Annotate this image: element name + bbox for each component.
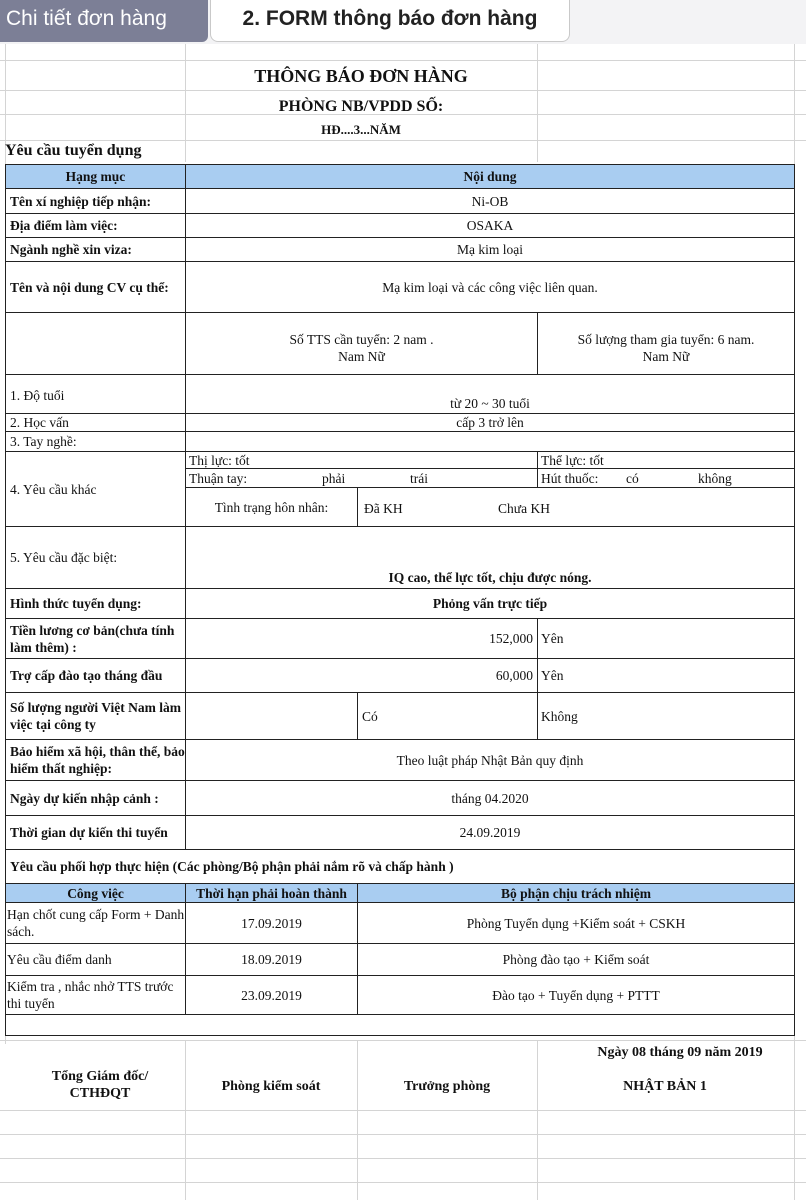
trainee-joining-count: Số lượng tham gia tuyển: 6 nam. — [577, 332, 755, 347]
vietnamese-workers-yes: Có — [357, 692, 538, 740]
header-department: Bộ phận chịu trách nhiệm — [357, 883, 795, 903]
job-description-value: Mạ kim loại và các công việc liên quan. — [185, 261, 795, 313]
grid-line — [0, 1158, 806, 1159]
grid-line — [0, 90, 806, 91]
document-number: HĐ....3...NĂM — [321, 122, 401, 137]
signature-date: Ngày 08 tháng 09 năm 2019 — [597, 1045, 763, 1060]
table-row-task: Yêu cầu điểm danh — [5, 943, 186, 976]
hand-label: Thuận tay: — [189, 471, 248, 486]
table-row-deadline: 17.09.2019 — [185, 902, 358, 944]
smoke-label: Hút thuốc: — [541, 471, 599, 486]
single: Chưa KH — [498, 501, 550, 516]
trainee-joining-gender: Nam Nữ — [642, 349, 690, 364]
tab-order-details[interactable]: Chi tiết đơn hàng — [0, 0, 208, 42]
entry-date-value: tháng 04.2020 — [185, 780, 795, 816]
table-row-task: Hạn chốt cung cấp Form + Danh sách. — [5, 902, 186, 944]
blank-cell — [5, 312, 186, 375]
label-age: 1. Độ tuổi — [5, 374, 186, 414]
grid-line — [537, 44, 538, 162]
education-value: cấp 3 trở lên — [185, 413, 795, 432]
grid-line — [0, 140, 806, 141]
header-task: Công việc — [5, 883, 186, 903]
age-value: từ 20 ~ 30 tuổi — [185, 374, 795, 414]
table-row-deadline: 18.09.2019 — [185, 943, 358, 976]
head-of-dept-title: Trưởng phòng — [403, 1079, 491, 1094]
section-recruitment: Yêu cầu tuyển dụng — [5, 142, 142, 159]
salary-value: 152,000 — [185, 618, 538, 659]
document-title: THÔNG BÁO ĐƠN HÀNG — [254, 66, 468, 86]
blank-row — [5, 1014, 795, 1036]
hand-right: phải — [322, 471, 346, 486]
married: Đã KH — [364, 501, 403, 516]
header-deadline: Thời hạn phải hoàn thành — [185, 883, 358, 903]
japan-dept-title: NHẬT BẢN 1 — [623, 1079, 707, 1094]
smoke-no: không — [698, 471, 732, 486]
grid-line — [357, 1040, 358, 1200]
tab-order-form[interactable]: 2. FORM thông báo đơn hàng — [210, 0, 570, 42]
trainee-needed-gender: Nam Nữ — [338, 349, 385, 364]
insurance-value: Theo luật pháp Nhật Bản quy định — [185, 739, 795, 781]
trainee-needed-count: Số TTS cần tuyển: 2 nam . — [289, 332, 434, 347]
table-row-department: Đào tạo + Tuyển dụng + PTTT — [357, 975, 795, 1015]
skill-value — [185, 431, 795, 452]
trainee-joining — [537, 312, 795, 375]
grid-line — [537, 1040, 538, 1200]
eyesight: Thị lực: tốt — [185, 451, 538, 469]
grid-line — [0, 1182, 806, 1183]
control-dept-title: Phòng kiểm soát — [221, 1079, 321, 1094]
smoking — [537, 468, 795, 488]
label-salary: Tiền lương cơ bản(chưa tính làm thêm) : — [5, 618, 186, 659]
vietnamese-workers-no: Không — [537, 692, 795, 740]
exam-date-value: 24.09.2019 — [185, 815, 795, 850]
company-value: Ni-OB — [185, 188, 795, 214]
director-title: Tổng Giám đốc/ CTHĐQT — [51, 1069, 149, 1101]
training-allowance-value: 60,000 — [185, 658, 538, 693]
table-row-department: Phòng đào tạo + Kiểm soát — [357, 943, 795, 976]
label-workplace: Địa điểm làm việc: — [5, 213, 186, 238]
label-company: Tên xí nghiệp tiếp nhận: — [5, 188, 186, 214]
grid-line — [0, 1040, 806, 1041]
label-skill: 3. Tay nghề: — [5, 431, 186, 452]
table-row-department: Phòng Tuyển dụng +Kiểm soát + CSKH — [357, 902, 795, 944]
allowance-currency: Yên — [537, 658, 795, 693]
grid-line — [0, 1110, 806, 1111]
grid-line — [185, 1040, 186, 1200]
marital-label: Tình trạng hôn nhân: — [185, 487, 358, 527]
blank-cell — [185, 692, 358, 740]
grid-line — [0, 60, 806, 61]
section-coordination: Yêu cầu phối hợp thực hiện (Các phòng/Bộ phận phải nắm rõ và chấp hành ) — [5, 849, 795, 884]
label-job-description: Tên và nội dung CV cụ thể: — [5, 261, 186, 313]
hand-left: trái — [410, 471, 428, 486]
header-category: Hạng mục — [5, 164, 186, 189]
workplace-value: OSAKA — [185, 213, 795, 238]
trainee-needed — [185, 312, 538, 375]
label-special-requirements: 5. Yêu cầu đặc biệt: — [5, 526, 186, 589]
spreadsheet — [0, 44, 806, 1200]
salary-currency: Yên — [537, 618, 795, 659]
physique: Thể lực: tốt — [537, 451, 795, 469]
label-vietnamese-workers: Số lượng người Việt Nam làm việc tại công ty — [5, 692, 186, 740]
label-exam-date: Thời gian dự kiến thi tuyển — [5, 815, 186, 850]
handedness — [185, 468, 538, 488]
recruit-form-value: Phỏng vấn trực tiếp — [185, 588, 795, 619]
grid-line — [0, 1134, 806, 1135]
visa-job-value: Mạ kim loại — [185, 237, 795, 262]
header-content: Nội dung — [185, 164, 795, 189]
label-education: 2. Học vấn — [5, 413, 186, 432]
label-training-allowance: Trợ cấp đào tạo tháng đầu — [5, 658, 186, 693]
special-requirements-value: IQ cao, thể lực tốt, chịu được nóng. — [185, 526, 795, 589]
label-other-requirements: 4. Yêu cầu khác — [5, 451, 186, 527]
sheet-tab-bar — [0, 0, 806, 44]
label-insurance: Bảo hiểm xã hội, thân thể, bảo hiểm thất nghiệp: — [5, 739, 186, 781]
document-subtitle: PHÒNG NB/VPDD SỐ: — [278, 98, 444, 115]
table-row-deadline: 23.09.2019 — [185, 975, 358, 1015]
label-recruit-form: Hình thức tuyển dụng: — [5, 588, 186, 619]
table-row-task: Kiểm tra , nhắc nhở TTS trước thi tuyển — [5, 975, 186, 1015]
label-entry-date: Ngày dự kiến nhập cảnh : — [5, 780, 186, 816]
marital-status — [357, 487, 795, 527]
label-visa-job: Ngành nghề xin viza: — [5, 237, 186, 262]
smoke-yes: có — [626, 471, 639, 486]
